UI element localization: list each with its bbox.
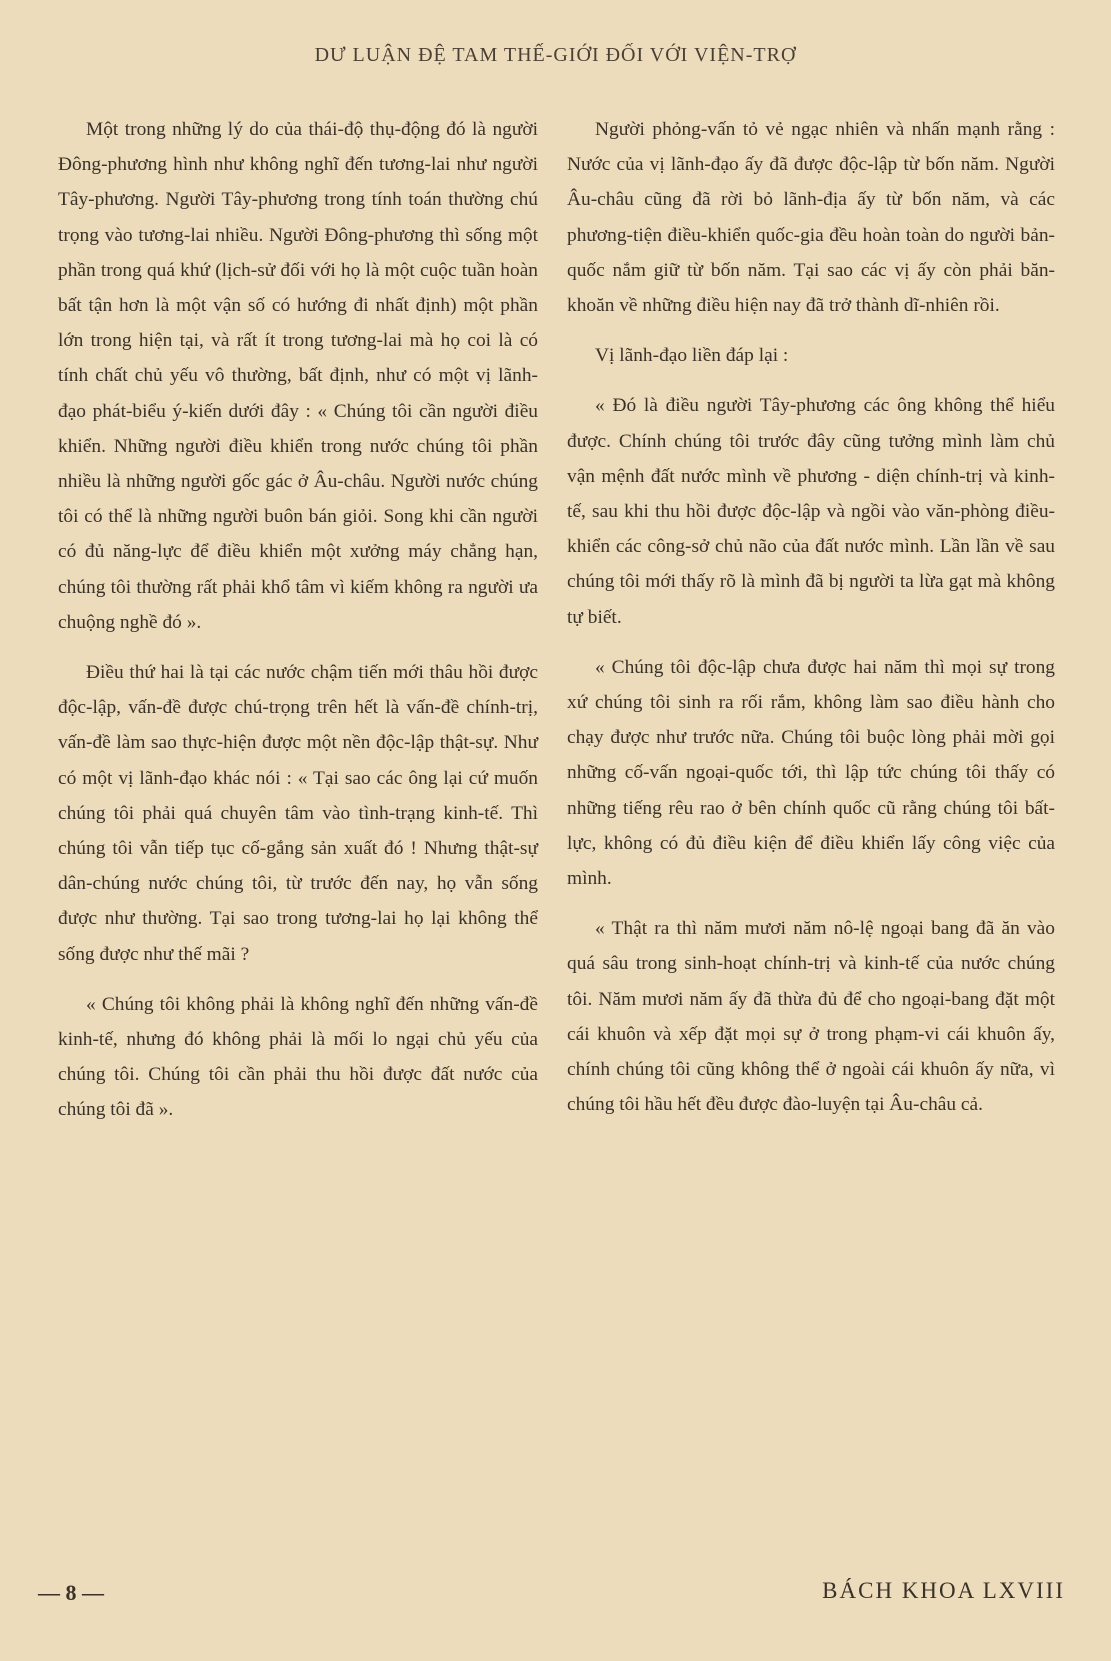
page-number: — 8 — (38, 1580, 104, 1605)
paragraph: Điều thứ hai là tại các nước chậm tiến mới thâu hồi được độc-lập, vấn-đề được chú-trọng trên hết là vấn-đề chính-trị, vấn-đề làm sao thực-hiện được một nền độc-lập thật-sự. Như có một vị lãnh-đạo khác nói : « Tại sao các ông lại cứ muốn chúng tôi phải quá chuyên tâm vào tình-trạng kinh-tế. Thì chúng tôi vẫn tiếp tục cố-gắng sản xuất đó ! Nhưng thật-sự dân-chúng nước chúng tôi, từ trước đến nay, họ vẫn sống được như thường. Tại sao trong tương-lai họ lại không thể sống được như thế mãi ? (58, 662, 538, 965)
left-column (58, 112, 538, 1143)
paragraph: Một trong những lý do của thái-độ thụ-động đó là người Đông-phương hình như không nghĩ đến tương-lai như người Tây-phương. Người Tây-phương trong tính toán thường chú trọng vào tương-lai nhiều. Người Đông-phương thì sống một phần trong quá khứ (lịch-sử đối với họ là một cuộc tuần hoàn bất tận hơn là một vận số có hướng đi nhất định) một phần lớn trong hiện tại, và rất ít trong tương-lai mà họ coi là có tính chất chủ yếu vô thường, bất định, như có một vị lãnh-đạo phát-biểu ý-kiến dưới đây : « Chúng tôi cần người điều khiển. Những người điều khiển trong nước chúng tôi phần nhiều là những người gốc gác ở Âu-châu. Người nước chúng tôi có thể là những người buôn bán giỏi. Song khi cần người có đủ năng-lực để điều khiển một xưởng máy chẳng hạn, chúng tôi thường rất phải khổ tâm vì kiếm không ra người ưa chuộng nghề đó ». (58, 119, 538, 633)
running-header: DƯ LUẬN ĐỆ TAM THẾ-GIỚI ĐỐI VỚI VIỆN-TRỢ (314, 44, 797, 66)
paragraph: « Chúng tôi không phải là không nghĩ đến những vấn-đề kinh-tế, nhưng đó không phải là mối lo ngại chủ yếu của chúng tôi. Chúng tôi cần phải thu hồi được đất nước của chúng tôi đã ». (58, 993, 538, 1121)
right-column (567, 112, 1055, 1137)
paragraph: Người phỏng-vấn tỏ vẻ ngạc nhiên và nhấn mạnh rằng : Nước của vị lãnh-đạo ấy đã được độc-lập từ bốn năm. Người Âu-châu cũng đã rời bỏ lãnh-địa ấy từ bốn năm, và các phương-tiện điều-khiển quốc-gia đều hoàn toàn do người bản-quốc nắm giữ từ bốn năm. Tại sao các vị ấy còn phải băn-khoăn về những điều hiện nay đã trở thành dĩ-nhiên rồi. (567, 119, 1055, 317)
paragraph: Vị lãnh-đạo liền đáp lại : (595, 345, 789, 367)
publication-name: BÁCH KHOA LXVIII (822, 1578, 1065, 1603)
paragraph: « Thật ra thì năm mươi năm nô-lệ ngoại bang đã ăn vào quá sâu trong sinh-hoạt chính-trị và kinh-tế của nước chúng tôi. Năm mươi năm ấy đã thừa đủ để cho ngoại-bang đặt một cái khuôn và xếp đặt mọi sự ở trong phạm-vi cái khuôn ấy, chính chúng tôi cũng không thể ở ngoài cái khuôn ấy nữa, vì chúng tôi hầu hết đều được đào-luyện tại Âu-châu cả. (567, 918, 1055, 1116)
paragraph: « Đó là điều người Tây-phương các ông không thể hiểu được. Chính chúng tôi trước đây cũng tưởng mình làm chủ vận mệnh đất nước mình về phương - diện chính-trị và kinh-tế, sau khi thu hồi được độc-lập và ngồi vào văn-phòng điều-khiển các công-sở chủ não của đất nước mình. Lần lần về sau chúng tôi mới thấy rõ là mình đã bị người ta lừa gạt mà không tự biết. (567, 395, 1055, 628)
paragraph: « Chúng tôi độc-lập chưa được hai năm thì mọi sự trong xứ chúng tôi sinh ra rối rắm, không làm sao điều hành cho chạy được như trước nữa. Chúng tôi buộc lòng phải mời gọi những cố-vấn ngoại-quốc tới, thì lập tức chúng tôi thấy có những tiếng rêu rao ở bên chính quốc cũ rằng chúng tôi bất-lực, không có đủ điều kiện để điều khiển lấy công việc của mình. (567, 656, 1055, 890)
